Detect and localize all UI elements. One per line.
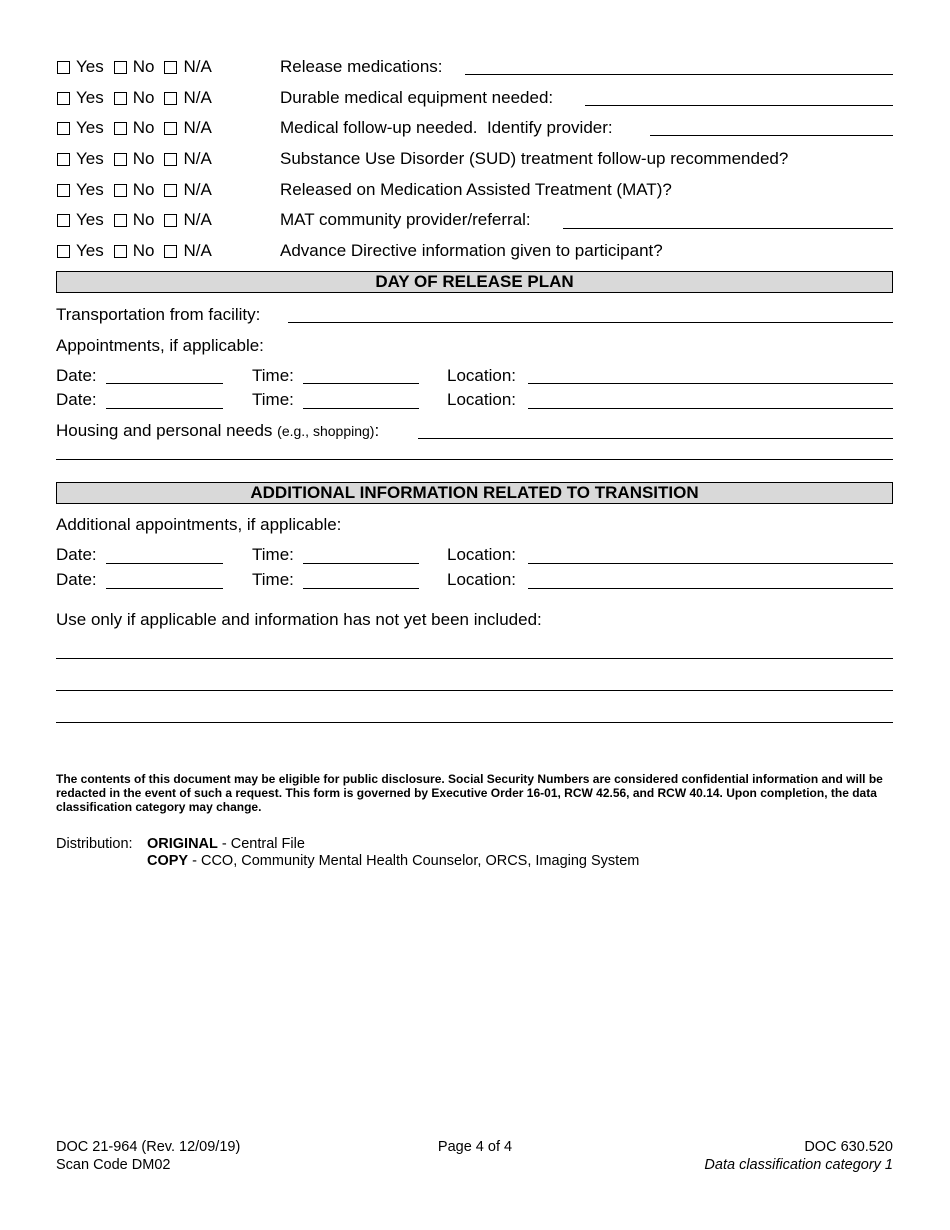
mat-provider-field[interactable] <box>563 228 893 229</box>
no-checkbox[interactable] <box>114 92 127 105</box>
yes-checkbox[interactable] <box>57 153 70 166</box>
durable-equipment-field[interactable] <box>585 105 893 106</box>
additional-info-line-1[interactable] <box>56 658 893 659</box>
yes-checkbox[interactable] <box>57 61 70 74</box>
yes-label: Yes <box>76 88 104 107</box>
no-label: No <box>132 118 155 137</box>
yes-label: Yes <box>76 241 104 260</box>
additional-info-header: ADDITIONAL INFORMATION RELATED TO TRANSITION <box>56 482 893 504</box>
location-label: Location: <box>447 545 516 564</box>
na-label: N/A <box>183 118 212 137</box>
housing-needs-field-line-2[interactable] <box>56 459 893 460</box>
use-only-label: Use only if applicable and information has not yet been included: <box>56 610 542 629</box>
no-checkbox[interactable] <box>114 61 127 74</box>
housing-example: (e.g., shopping) <box>277 423 375 439</box>
na-checkbox[interactable] <box>164 245 177 258</box>
na-checkbox[interactable] <box>164 61 177 74</box>
na-label: N/A <box>183 88 212 107</box>
date-field[interactable] <box>106 408 223 409</box>
form-number: DOC 21-964 (Rev. 12/09/19) <box>56 1139 241 1155</box>
location-label: Location: <box>447 390 516 409</box>
medical-follow-up-field[interactable] <box>650 135 893 136</box>
advance-directive-label: Advance Directive information given to participant? <box>280 241 663 260</box>
distribution-original <box>147 835 305 853</box>
original-text: - Central File <box>217 836 305 852</box>
na-checkbox[interactable] <box>164 122 177 135</box>
checklist-options-row-3 <box>57 118 222 138</box>
yes-checkbox[interactable] <box>57 92 70 105</box>
no-checkbox[interactable] <box>114 245 127 258</box>
copy-text: - CCO, Community Mental Health Counselor, ORCS, Imaging System <box>188 853 640 869</box>
location-label: Location: <box>447 570 516 589</box>
location-label: Location: <box>447 366 516 385</box>
mat-release-label: Released on Medication Assisted Treatment (MAT)? <box>280 180 672 199</box>
housing-needs-label <box>56 421 379 441</box>
yes-checkbox[interactable] <box>57 184 70 197</box>
checklist-options-row-6 <box>57 210 222 230</box>
transportation-label: Transportation from facility: <box>56 305 261 324</box>
page-number: Page 4 of 4 <box>437 1139 513 1155</box>
yes-label: Yes <box>76 180 104 199</box>
housing-colon: : <box>374 421 380 440</box>
yes-label: Yes <box>76 149 104 168</box>
checklist-options-row-5 <box>57 180 222 200</box>
checklist-options-row-1 <box>57 57 222 77</box>
date-label: Date: <box>56 366 97 385</box>
sud-follow-up-label: Substance Use Disorder (SUD) treatment follow-up recommended? <box>280 149 789 168</box>
checklist-options-row-2 <box>57 88 222 108</box>
location-field[interactable] <box>528 408 893 409</box>
mat-provider-label: MAT community provider/referral: <box>280 210 531 229</box>
distribution-copy <box>147 852 639 870</box>
yes-label: Yes <box>76 57 104 76</box>
no-label: No <box>132 88 155 107</box>
no-label: No <box>132 210 155 229</box>
appointments-label: Appointments, if applicable: <box>56 336 264 355</box>
additional-appointments-label: Additional appointments, if applicable: <box>56 515 342 534</box>
yes-checkbox[interactable] <box>57 245 70 258</box>
no-label: No <box>132 149 155 168</box>
time-field[interactable] <box>303 563 419 564</box>
copy-bold: COPY <box>147 853 189 869</box>
time-label: Time: <box>252 390 294 409</box>
policy-number: DOC 630.520 <box>804 1139 893 1155</box>
no-label: No <box>132 57 155 76</box>
location-field[interactable] <box>528 383 893 384</box>
transportation-field[interactable] <box>288 322 893 323</box>
checklist-options-row-4 <box>57 149 222 169</box>
na-checkbox[interactable] <box>164 184 177 197</box>
na-checkbox[interactable] <box>164 92 177 105</box>
na-label: N/A <box>183 210 212 229</box>
release-medications-label: Release medications: <box>280 57 443 76</box>
location-field[interactable] <box>528 588 893 589</box>
durable-equipment-label: Durable medical equipment needed: <box>280 88 554 107</box>
na-label: N/A <box>183 180 212 199</box>
disclosure-notice: The contents of this document may be eligible for public disclosure. Social Security Numbers are considered confidential information and will be redacted in the event of such a request. This form is governed by Executive Order 16-01, RCW 42.56, and RCW 40.14. Upon completion, the data classification category may change. <box>56 772 883 814</box>
housing-needs-field[interactable] <box>418 438 893 439</box>
checklist-options-row-7 <box>57 241 222 261</box>
additional-info-line-3[interactable] <box>56 722 893 723</box>
na-label: N/A <box>183 57 212 76</box>
no-label: No <box>132 180 155 199</box>
no-label: No <box>132 241 155 260</box>
yes-checkbox[interactable] <box>57 214 70 227</box>
na-label: N/A <box>183 149 212 168</box>
release-medications-field[interactable] <box>465 74 893 75</box>
time-field[interactable] <box>303 588 419 589</box>
yes-checkbox[interactable] <box>57 122 70 135</box>
original-bold: ORIGINAL <box>147 836 218 852</box>
na-label: N/A <box>183 241 212 260</box>
date-field[interactable] <box>106 563 223 564</box>
time-label: Time: <box>252 366 294 385</box>
distribution-label: Distribution: <box>56 836 133 852</box>
date-label: Date: <box>56 545 97 564</box>
time-label: Time: <box>252 570 294 589</box>
na-checkbox[interactable] <box>164 153 177 166</box>
na-checkbox[interactable] <box>164 214 177 227</box>
date-label: Date: <box>56 570 97 589</box>
time-label: Time: <box>252 545 294 564</box>
additional-info-line-2[interactable] <box>56 690 893 691</box>
no-checkbox[interactable] <box>114 184 127 197</box>
location-field[interactable] <box>528 563 893 564</box>
yes-label: Yes <box>76 118 104 137</box>
no-checkbox[interactable] <box>114 122 127 135</box>
date-field[interactable] <box>106 588 223 589</box>
yes-label: Yes <box>76 210 104 229</box>
no-checkbox[interactable] <box>114 153 127 166</box>
day-of-release-header: DAY OF RELEASE PLAN <box>56 271 893 293</box>
scan-code: Scan Code DM02 <box>56 1157 171 1173</box>
time-field[interactable] <box>303 408 419 409</box>
housing-label-text: Housing and personal needs <box>56 421 273 440</box>
date-field[interactable] <box>106 383 223 384</box>
medical-follow-up-label: Medical follow-up needed. Identify provider: <box>280 118 613 137</box>
time-field[interactable] <box>303 383 419 384</box>
no-checkbox[interactable] <box>114 214 127 227</box>
date-label: Date: <box>56 390 97 409</box>
data-classification: Data classification category 1 <box>704 1157 893 1173</box>
